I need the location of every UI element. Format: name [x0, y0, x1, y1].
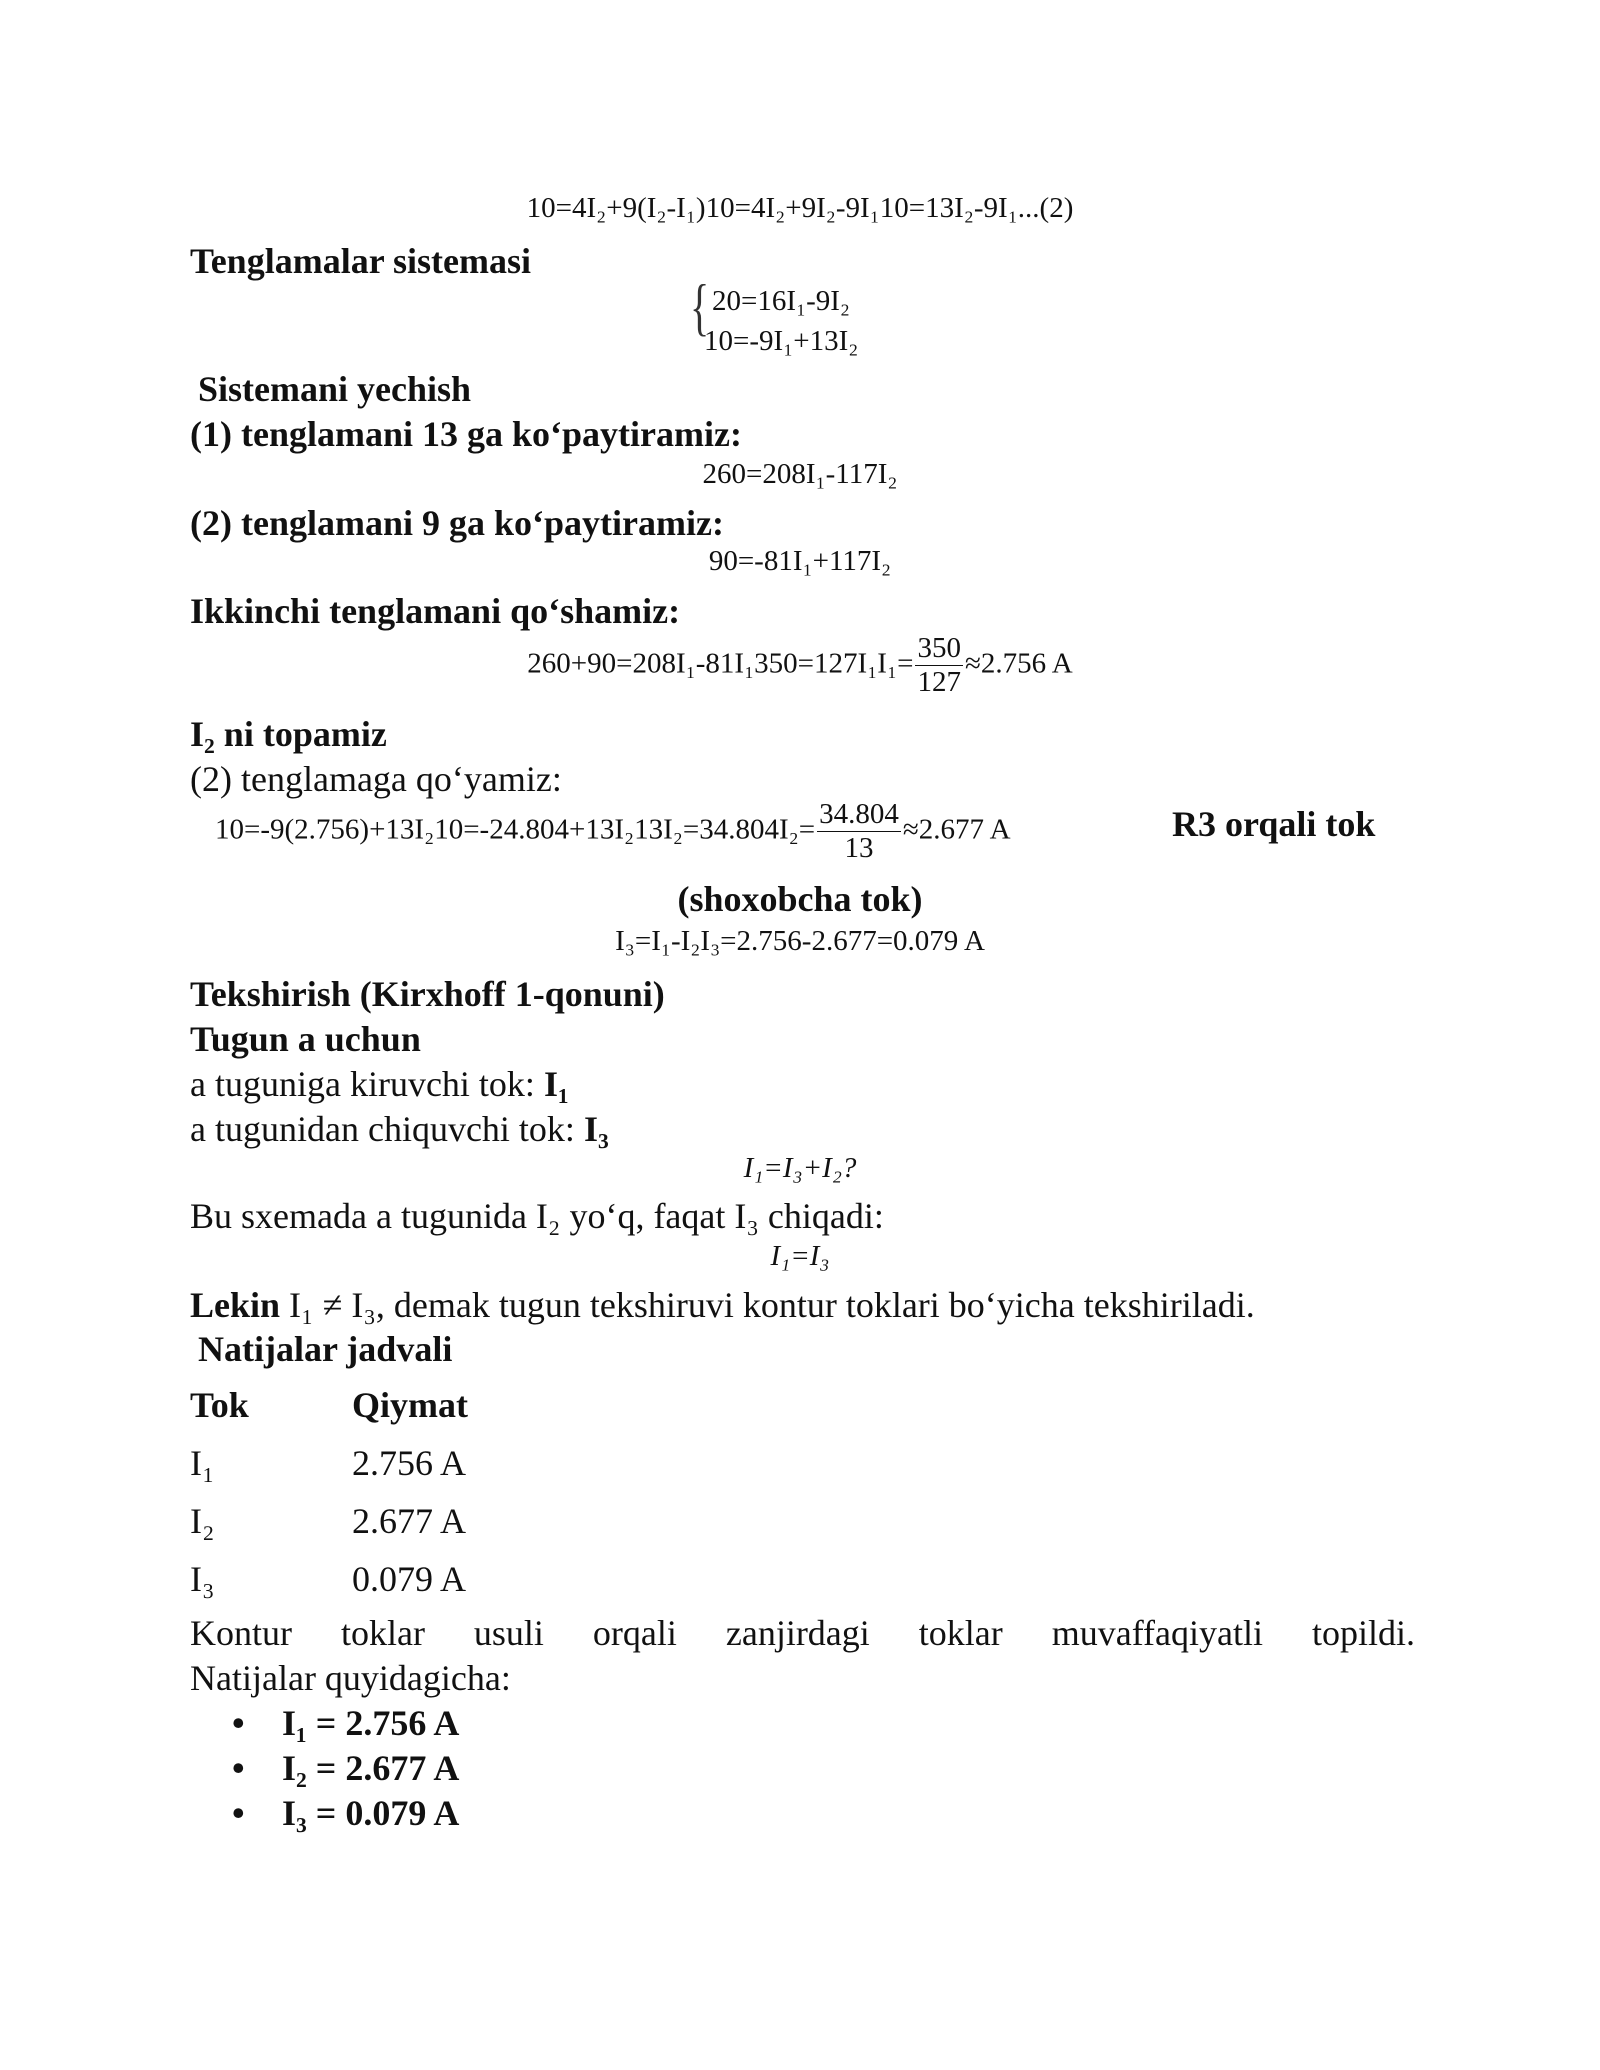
text-conclusion-line-1 — [190, 1612, 1415, 1654]
system-equation-1: 20=16I₁-9I₂ — [712, 285, 851, 317]
node-out-value: I₃ — [583, 1109, 609, 1149]
table-header-qiymat: Qiymat — [352, 1385, 468, 1425]
table-header-tok: Tok — [190, 1385, 249, 1425]
node-out-label: a tugunidan chiquvchi tok: — [190, 1109, 584, 1149]
brace-icon: { — [690, 270, 710, 343]
list-item-text: I₃ = 0.079 A — [282, 1793, 460, 1833]
fraction-350-127 — [915, 632, 963, 700]
table-cell-value: 0.079 A — [352, 1559, 467, 1599]
heading-branch-current: (shoxobcha tok) — [677, 879, 923, 919]
lekin-bold: Lekin — [190, 1285, 281, 1325]
fraction-denominator: 13 — [844, 832, 874, 865]
text-conclusion-line-2: Natijalar quyidagicha: — [190, 1658, 511, 1698]
equation-check-1: I₁=I₃+I₂? — [743, 1152, 857, 1184]
conclusion-word: toklar — [340, 1613, 425, 1653]
conclusion-word: toklar — [918, 1613, 1003, 1653]
equation-sum — [0, 632, 1600, 700]
text-node-out — [190, 1108, 609, 1150]
table-cell-value: 2.756 A — [352, 1443, 467, 1483]
fraction-numerator: 350 — [915, 632, 963, 666]
bullet-icon: • — [232, 1793, 245, 1833]
heading-multiply-9: (2) tenglamani 9 ga ko‘paytiramiz: — [190, 503, 724, 543]
equation-multiplied-13: 260=208I₁-117I₂ — [702, 458, 898, 490]
heading-check: Tekshirish (Kirxhoff 1-qonuni) — [190, 974, 665, 1014]
text-scheme-note: Bu sxemada a tugunida I₂ yo‘q, faqat I₃ chiqadi: — [190, 1196, 884, 1236]
heading-multiply-13: (1) tenglamani 13 ga ko‘paytiramiz: — [190, 414, 742, 454]
node-in-value: I₁ — [543, 1064, 569, 1104]
equation-check-2: I₁=I₃ — [770, 1240, 830, 1272]
equation-i3: I₃=I₁-I₂I₃=2.756-2.677=0.079 A — [615, 925, 985, 957]
fraction-34804-13 — [817, 798, 901, 866]
table-cell-tok: I₁ — [190, 1443, 215, 1483]
heading-solve: Sistemani yechish — [198, 369, 472, 409]
conclusion-word: topildi. — [1311, 1613, 1415, 1653]
table-cell-value: 2.677 A — [352, 1501, 467, 1541]
equation-loop2: 10=4I₂+9(I₂-I₁)10=4I₂+9I₂-9I₁10=13I₂-9I₁...(2) — [526, 192, 1074, 224]
heading-find-i2: I₂ ni topamiz — [190, 714, 387, 754]
equation-sum-right: ≈2.756 A — [964, 647, 1073, 680]
bullet-icon: • — [232, 1748, 245, 1788]
text-substitute: (2) tenglamaga qo‘yamiz: — [190, 759, 562, 799]
lekin-rest: I₁ ≠ I₃, demak tugun tekshiruvi kontur toklari bo‘yicha tekshiriladi. — [280, 1285, 1255, 1325]
bullet-icon: • — [232, 1703, 245, 1743]
fraction-denominator: 127 — [917, 666, 961, 699]
system-brace — [690, 270, 710, 343]
text-lekin — [190, 1284, 1255, 1326]
heading-results-table: Natijalar jadvali — [198, 1329, 453, 1369]
conclusion-word: orqali — [592, 1613, 677, 1653]
text-node-in — [190, 1063, 569, 1105]
system-equation-2: 10=-9I₁+13I₂ — [704, 325, 859, 357]
heading-node-a: Tugun a uchun — [190, 1019, 421, 1059]
conclusion-word: usuli — [473, 1613, 544, 1653]
list-item-text: I₁ = 2.756 A — [282, 1703, 460, 1743]
heading-add: Ikkinchi tenglamani qo‘shamiz: — [190, 591, 681, 631]
conclusion-word: zanjirdagi — [725, 1613, 870, 1653]
equation-sum-left: 260+90=208I₁-81I₁350=127I₁I₁= — [527, 647, 914, 680]
equation-i2-left: 10=-9(2.756)+13I₂10=-24.804+13I₂13I₂=34.804I₂= — [215, 813, 816, 846]
node-in-label: a tuguniga kiruvchi tok: — [190, 1064, 544, 1104]
heading-system: Tenglamalar sistemasi — [190, 241, 532, 281]
list-item-text: I₂ = 2.677 A — [282, 1748, 460, 1788]
table-cell-tok: I₂ — [190, 1501, 215, 1541]
equation-multiplied-9: 90=-81I₁+117I₂ — [708, 545, 892, 577]
equation-i2-right: ≈2.677 A — [902, 813, 1011, 846]
conclusion-word: Kontur — [190, 1613, 292, 1653]
conclusion-word: muvaffaqiyatli — [1051, 1613, 1263, 1653]
table-cell-tok: I₃ — [190, 1559, 215, 1599]
equation-i2 — [215, 798, 1011, 866]
fraction-numerator: 34.804 — [817, 798, 901, 832]
heading-r3-current: R3 orqali tok — [1172, 804, 1376, 844]
